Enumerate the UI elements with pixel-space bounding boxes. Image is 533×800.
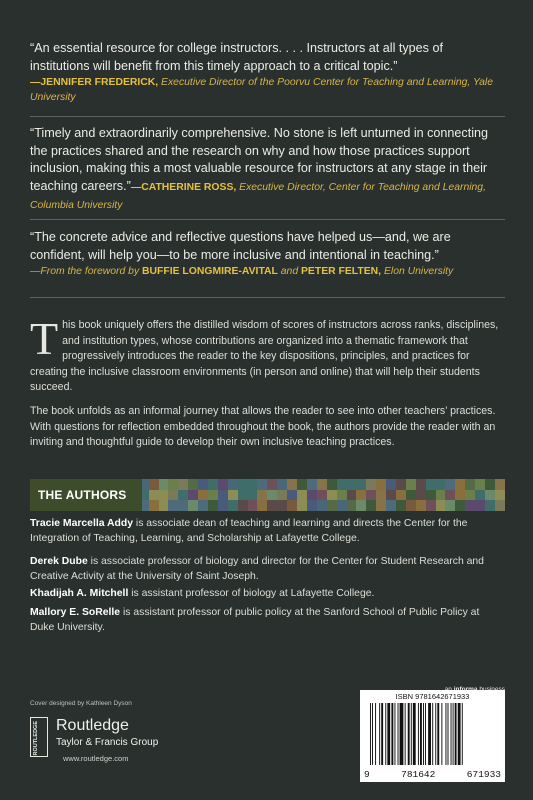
mosaic-tile [188, 479, 198, 490]
barcode-bar [423, 703, 424, 765]
mosaic-tile [257, 479, 267, 490]
endorsement-quote-1 [30, 40, 505, 105]
mosaic-tile [208, 500, 218, 511]
mosaic-tile [228, 500, 238, 511]
mosaic-tile [208, 479, 218, 490]
mosaic-tile [376, 490, 386, 501]
mosaic-column [376, 479, 386, 511]
mosaic-tile [327, 500, 337, 511]
mosaic-tile [327, 490, 337, 501]
quote-3-role: Elon University [381, 266, 454, 277]
mosaic-tile [277, 500, 287, 511]
mosaic-tile [337, 500, 347, 511]
mosaic-tile [416, 500, 426, 511]
mosaic-tile [277, 490, 287, 501]
mosaic-column [168, 479, 178, 511]
mosaic-tile [347, 490, 357, 501]
mosaic-column [455, 479, 465, 511]
quote-3-text: “The concrete advice and reflective questions have helped us—and, we are confident, will help you—to be more inclusive and intentional in teaching.” [30, 230, 451, 262]
barcode-bar [372, 703, 373, 765]
barcode-bar [462, 703, 463, 765]
mosaic-tile [178, 490, 188, 501]
mosaic-tile [386, 500, 396, 511]
authors-heading: THE AUTHORS [38, 488, 127, 502]
mosaic-tile [178, 500, 188, 511]
barcode-bar [400, 703, 404, 765]
mosaic-tile [178, 479, 188, 490]
mosaic-column [327, 479, 337, 511]
isbn-label: ISBN 9781642671933 [395, 692, 470, 701]
mosaic-tile [317, 490, 327, 501]
mosaic-tile [287, 479, 297, 490]
mosaic-tile [218, 479, 228, 490]
author-bio-3 [30, 587, 505, 602]
mosaic-tile [436, 490, 446, 501]
mosaic-tile [495, 479, 505, 490]
mosaic-tile [337, 479, 347, 490]
divider-1 [30, 116, 505, 117]
mosaic-column [218, 479, 228, 511]
barcode-bar [405, 703, 406, 765]
mosaic-tile [347, 500, 357, 511]
mosaic-tile [297, 479, 307, 490]
mosaic-tile [159, 490, 169, 501]
mosaic-tile [198, 479, 208, 490]
mosaic-tile [297, 490, 307, 501]
mosaic-tile [455, 479, 465, 490]
mosaic-tile [356, 479, 366, 490]
mosaic-tile [317, 500, 327, 511]
mosaic-tile [347, 479, 357, 490]
quote-3-name-1: BUFFIE LONGMIRE-AVITAL [142, 266, 278, 277]
mosaic-column [188, 479, 198, 511]
barcode-bar [418, 703, 419, 765]
barcode-bar [398, 703, 399, 765]
barcode-bar [455, 703, 457, 765]
mosaic-tile [317, 479, 327, 490]
mosaic-column [495, 479, 505, 511]
mosaic-tile [238, 490, 248, 501]
mosaic-column [396, 479, 406, 511]
barcode-bar [394, 703, 395, 765]
publisher-name: Routledge [56, 717, 129, 734]
mosaic-tile [188, 500, 198, 511]
barcode-bars-icon [370, 703, 495, 765]
mosaic-tile [475, 490, 485, 501]
quote-3-attribution [30, 264, 505, 279]
mosaic-tile [228, 490, 238, 501]
quote-3-and: and [277, 266, 301, 277]
mosaic-tile [396, 479, 406, 490]
barcode-bar [453, 703, 454, 765]
mosaic-column [366, 479, 376, 511]
mosaic-column [426, 479, 436, 511]
mosaic-tile [455, 490, 465, 501]
mosaic-tile [475, 479, 485, 490]
author-text-4: is assistant professor of public policy at the Sanford School of Public Policy at Duke University. [30, 607, 480, 633]
mosaic-tile [455, 500, 465, 511]
mosaic-column [149, 479, 159, 511]
mosaic-column [178, 479, 188, 511]
mosaic-tile [267, 479, 277, 490]
mosaic-tile [445, 479, 455, 490]
mosaic-tile [485, 490, 495, 501]
mosaic-tile [445, 500, 455, 511]
barcode-bar [441, 703, 442, 765]
quote-2-role: Executive Director, Center for Teaching and Learning, Columbia University [30, 181, 486, 211]
mosaic-tile [248, 490, 258, 501]
mosaic-tile [426, 479, 436, 490]
mosaic-tile [366, 479, 376, 490]
barcode-left-digits: 781642 [401, 769, 436, 780]
author-bio-1 [30, 517, 505, 546]
mosaic-column [485, 479, 495, 511]
mosaic-column [238, 479, 248, 511]
mosaic-column [297, 479, 307, 511]
mosaic-tile [436, 500, 446, 511]
barcode-bar [432, 703, 433, 765]
barcode-bar [458, 703, 461, 765]
mosaic-column [198, 479, 208, 511]
mosaic-tile [327, 479, 337, 490]
mosaic-tile [445, 490, 455, 501]
mosaic-column [475, 479, 485, 511]
routledge-logo-icon [30, 717, 48, 757]
description-para-1-text: his book uniquely offers the distilled wisdom of scores of instructors across ranks, disciplines, and institution types, whose contributions are organized into a thematic framework that progressively introduces the reader to the key dispositions, principles, and practices for creating the inclusive classroom environments (in person and online) that will help their students succeed. [30, 319, 499, 393]
mosaic-column [277, 479, 287, 511]
barcode-bar [387, 703, 390, 765]
mosaic-tile [287, 500, 297, 511]
endorsement-quote-2 [30, 125, 505, 215]
barcode-bar [425, 703, 426, 765]
mosaic-tile [337, 490, 347, 501]
mosaic-tile [376, 500, 386, 511]
mosaic-tile [238, 479, 248, 490]
book-description-para-1 [30, 313, 505, 396]
mosaic-tile [198, 490, 208, 501]
barcode-bar [420, 703, 422, 765]
quote-2-name: —CATHERINE ROSS, [130, 181, 237, 193]
mosaic-tile [416, 479, 426, 490]
mosaic-tile [168, 500, 178, 511]
mosaic-tile [416, 490, 426, 501]
cover-credit: Cover designed by Kathleen Dyson [30, 700, 132, 707]
mosaic-column [317, 479, 327, 511]
barcode-bar [391, 703, 393, 765]
book-description-para-2: The book unfolds as an informal journey that allows the reader to see into other teachers’ practices. With questions for reflection embedded throughout the book, the authors provide the reader with an inviting and thoughtful guide to develop their own inclusive teaching practices. [30, 405, 496, 448]
author-bio-2 [30, 555, 505, 584]
barcode-bar [381, 703, 383, 765]
mosaic-tile [228, 479, 238, 490]
mosaic-tile [159, 500, 169, 511]
mosaic-column [347, 479, 357, 511]
mosaic-column [307, 479, 317, 511]
quote-3-pre: —From the foreword by [30, 266, 143, 277]
mosaic-tile [356, 500, 366, 511]
mosaic-tile [396, 500, 406, 511]
barcode-bar [437, 703, 439, 765]
barcode-bar [435, 703, 436, 765]
mosaic-tile [267, 490, 277, 501]
author-name-4: Mallory E. SoRelle [30, 607, 121, 618]
divider-3 [30, 297, 505, 298]
mosaic-tile [366, 500, 376, 511]
quote-1-text: “An essential resource for college instructors. . . . Instructors at all types of institutions will benefit from this timely approach to a critical topic.” [30, 41, 443, 73]
mosaic-tile [218, 490, 228, 501]
mosaic-tile [386, 479, 396, 490]
mosaic-tile [238, 500, 248, 511]
mosaic-column [267, 479, 277, 511]
barcode-digits [364, 769, 501, 780]
author-text-2: is associate professor of biology and director for the Center for Student Research and Creative Activity at the University of Saint Joseph. [30, 556, 484, 582]
barcode-bar [451, 703, 452, 765]
mosaic-tile [465, 490, 475, 501]
barcode-bar [411, 703, 412, 765]
mosaic-tile [297, 500, 307, 511]
barcode-bar [385, 703, 386, 765]
mosaic-tile [307, 479, 317, 490]
quote-1-role: Executive Director of the Poorvu Center for Teaching and Learning, Yale University [30, 77, 493, 103]
mosaic-column [228, 479, 238, 511]
quote-2-text: “Timely and extraordinarily comprehensive. No stone is left unturned in connecting the practices shared and the research on why and how those practices support inclusion, making this a most valuable resource for instructors at any stage in their teaching careers.” [30, 126, 489, 193]
mosaic-column [445, 479, 455, 511]
barcode-bar [375, 703, 376, 765]
barcode-bar [448, 703, 449, 765]
endorsement-quote-3 [30, 229, 505, 279]
author-text-3: is assistant professor of biology at Lafayette College. [128, 588, 375, 599]
mosaic-tile [356, 490, 366, 501]
mosaic-tile [485, 500, 495, 511]
drop-cap: T [30, 313, 59, 364]
mosaic-tile [257, 500, 267, 511]
mosaic-column [406, 479, 416, 511]
mosaic-tile [208, 490, 218, 501]
mosaic-tile [307, 500, 317, 511]
barcode-bar [445, 703, 446, 765]
mosaic-tile [149, 479, 159, 490]
mosaic-tile [218, 500, 228, 511]
author-name-3: Khadijah A. Mitchell [30, 588, 129, 599]
barcode-bar [379, 703, 380, 765]
mosaic-tile [248, 500, 258, 511]
mosaic-column [208, 479, 218, 511]
mosaic-tile [159, 479, 169, 490]
mosaic-tile [386, 490, 396, 501]
quote-1-name: JENNIFER FREDERICK, [40, 77, 159, 88]
publisher-url: www.routledge.com [63, 754, 129, 763]
quote-1-attribution [30, 75, 505, 105]
mosaic-tile [188, 490, 198, 501]
barcode-bar [370, 703, 371, 765]
mosaic-column [159, 479, 169, 511]
barcode-right-digits: 671933 [466, 769, 501, 780]
quote-3-name-2: PETER FELTEN, [301, 266, 382, 277]
mosaic-tile [406, 479, 416, 490]
mosaic-column [436, 479, 446, 511]
barcode-bar [408, 703, 410, 765]
divider-2 [30, 219, 505, 220]
author-name-1: Tracie Marcella Addy [30, 518, 133, 529]
mosaic-tile [376, 479, 386, 490]
mosaic-column [356, 479, 366, 511]
mosaic-tile [267, 500, 277, 511]
mosaic-tile [485, 479, 495, 490]
barcode-bar [428, 703, 431, 765]
author-text-1: is associate dean of teaching and learning and directs the Center for the Integration of Teaching, Learning, and Scholarship at Lafayette College. [30, 518, 468, 544]
mosaic-tile [149, 490, 159, 501]
publisher-group: Taylor & Francis Group [56, 737, 159, 748]
mosaic-tile [277, 479, 287, 490]
mosaic-tile [168, 490, 178, 501]
barcode-bar [413, 703, 416, 765]
mosaic-tile [257, 490, 267, 501]
quote-1-prefix: — [30, 77, 41, 88]
mosaic-tile [495, 500, 505, 511]
mosaic-tile [495, 490, 505, 501]
mosaic-column [465, 479, 475, 511]
authors-heading-band [30, 479, 142, 511]
mosaic-tile [307, 490, 317, 501]
mosaic-tile [436, 479, 446, 490]
mosaic-column [248, 479, 258, 511]
author-bio-4 [30, 606, 505, 635]
mosaic-tile [465, 479, 475, 490]
mosaic-tile [149, 500, 159, 511]
mosaic-tile [406, 500, 416, 511]
mosaic-tile [465, 500, 475, 511]
mosaic-column [287, 479, 297, 511]
mosaic-tile [287, 490, 297, 501]
mosaic-column [386, 479, 396, 511]
mosaic-tile [168, 479, 178, 490]
mosaic-tile [426, 500, 436, 511]
mosaic-tile [475, 500, 485, 511]
mosaic-column [337, 479, 347, 511]
barcode-lead-digit: 9 [364, 769, 370, 780]
author-name-2: Derek Dube [30, 556, 88, 567]
mosaic-tile [198, 500, 208, 511]
mosaic-tile [366, 490, 376, 501]
mosaic-column [416, 479, 426, 511]
mosaic-tile [406, 490, 416, 501]
mosaic-tile [426, 490, 436, 501]
barcode [360, 690, 505, 782]
routledge-logo-mark: ROUTLEDGE [33, 721, 39, 756]
mosaic-tile [396, 490, 406, 501]
mosaic-column [257, 479, 267, 511]
mosaic-tile [248, 479, 258, 490]
